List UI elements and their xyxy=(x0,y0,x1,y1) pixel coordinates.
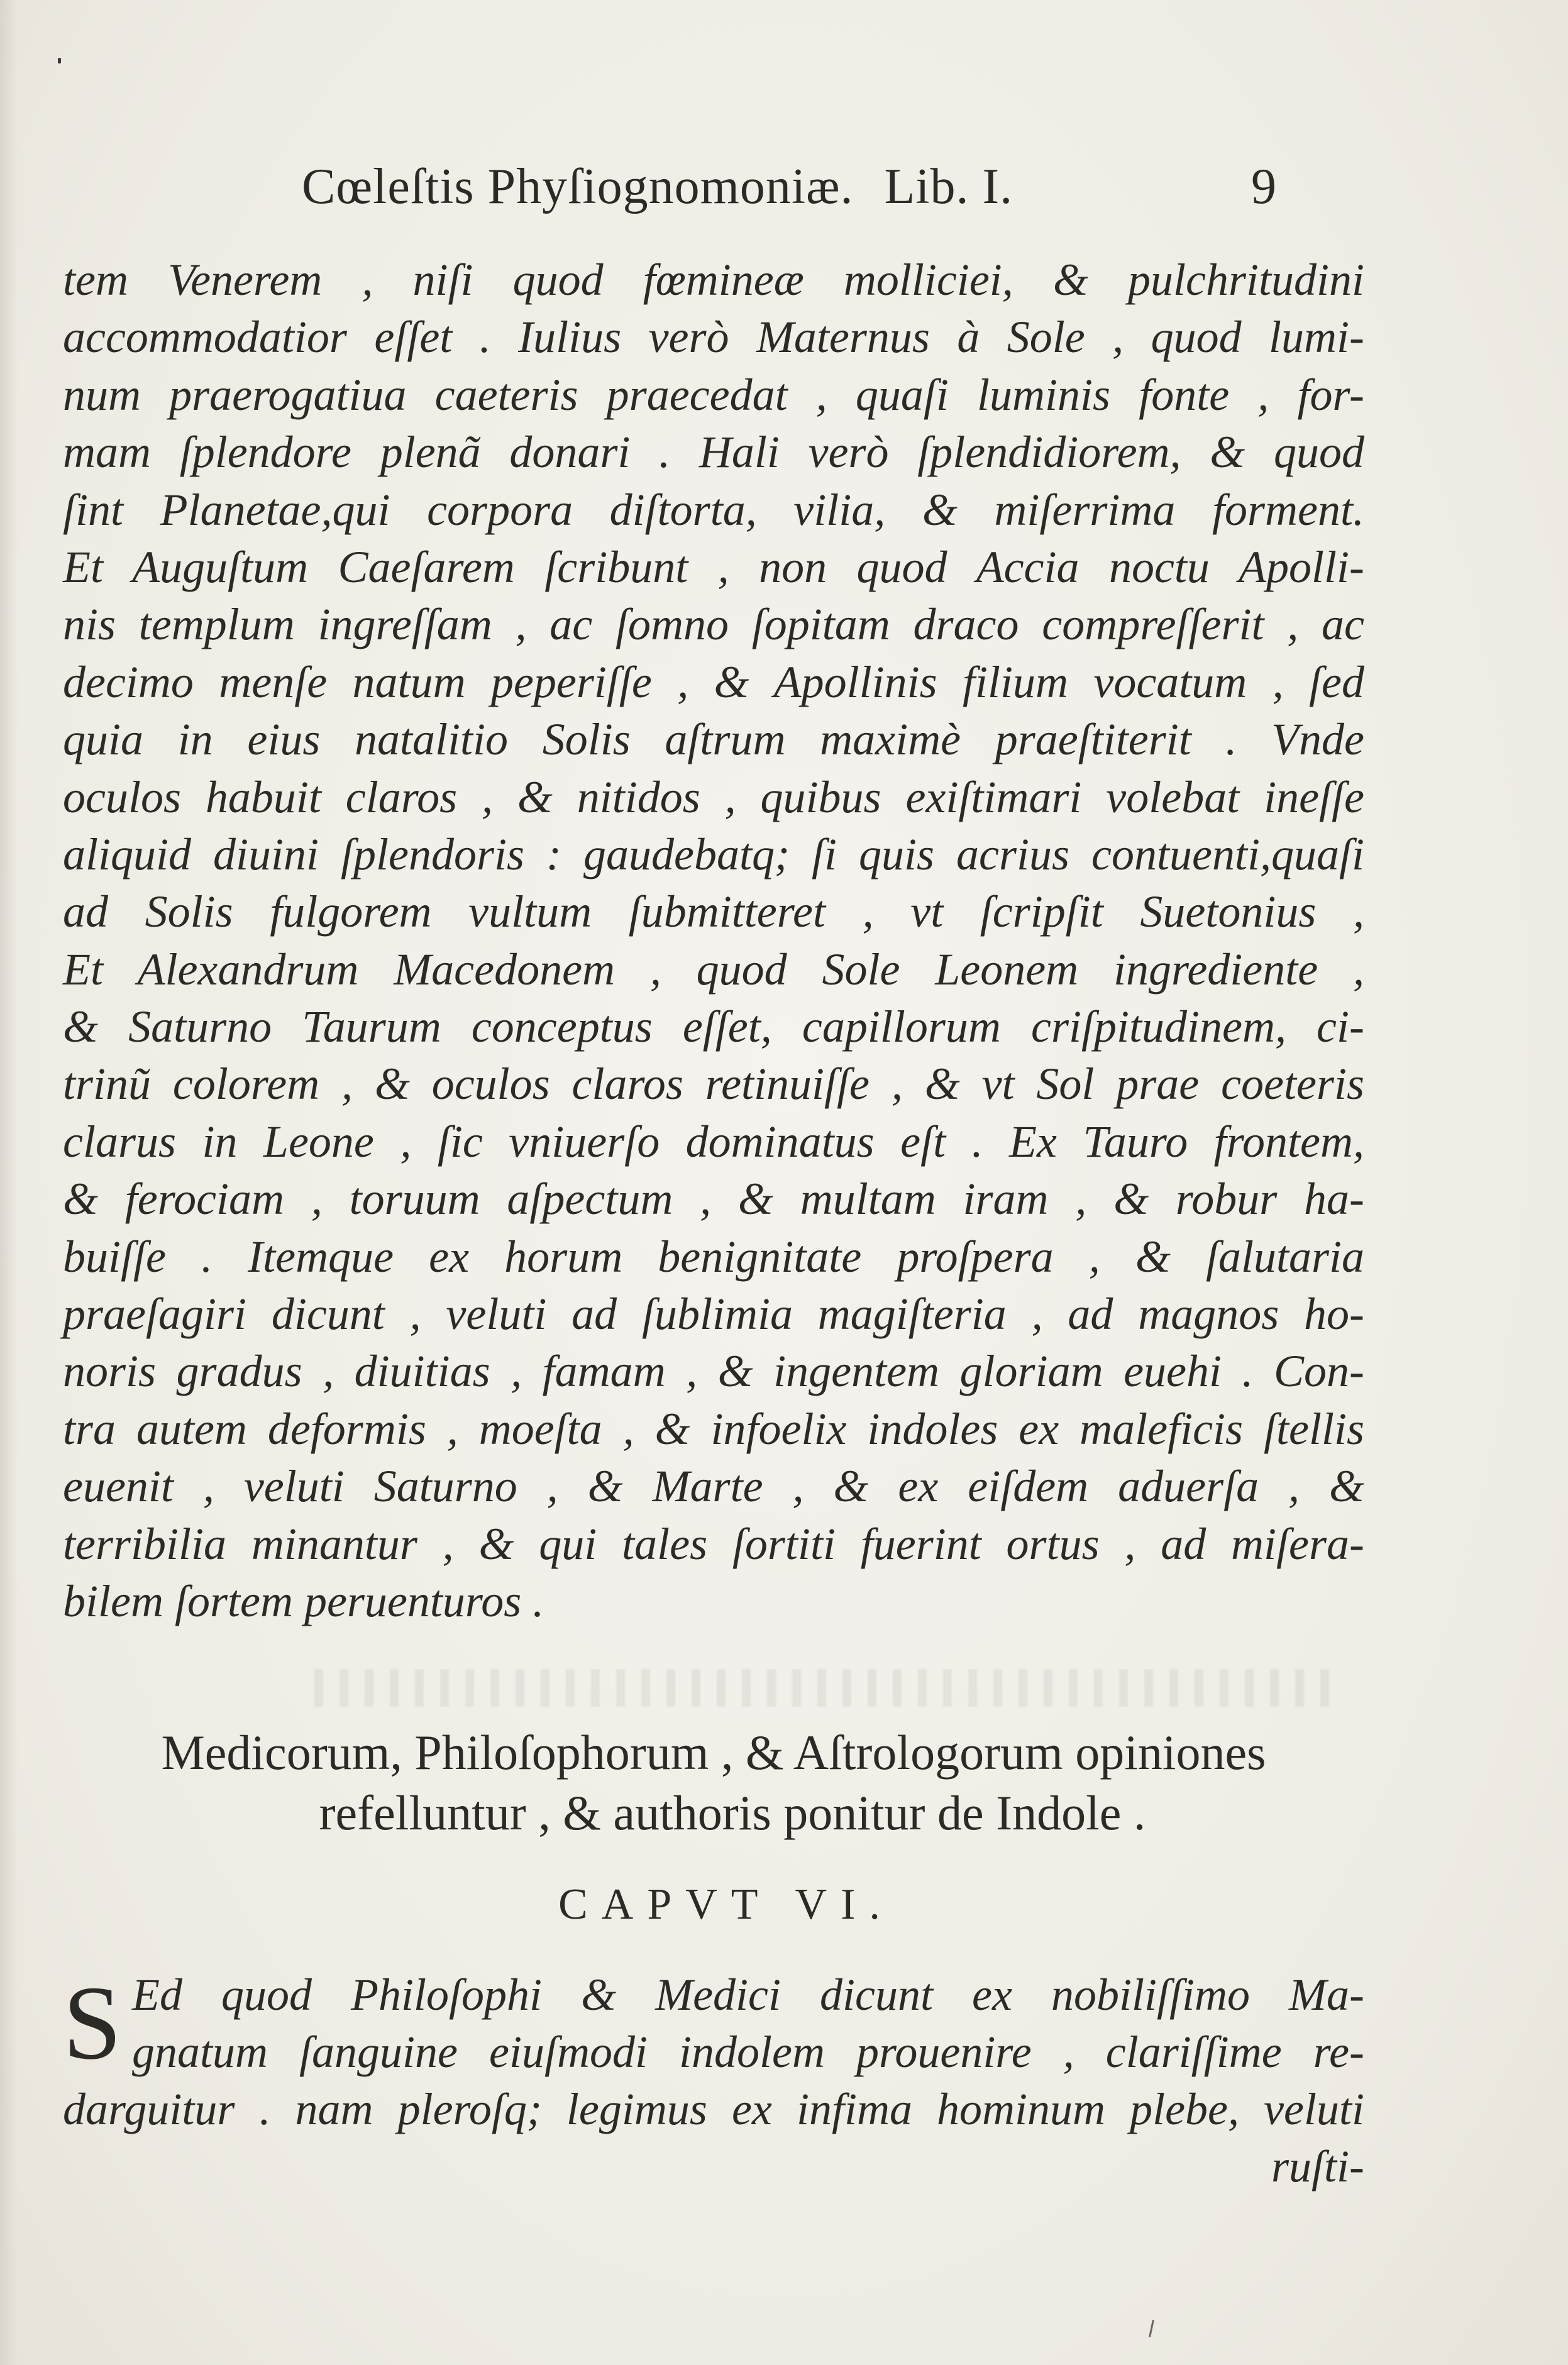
text-line: buiſſe . Itemque ex horum benignitate proſpera , & ſalutaria xyxy=(63,1231,1364,1282)
text-line: nis templum ingreſſam , ac ſomno ſopitam draco compreſſerit , ac xyxy=(63,599,1364,650)
text-line: oculos habuit claros , & nitidos , quibus exiſtimari volebat ineſſe xyxy=(63,771,1364,822)
text-line: decimo menſe natum peperiſſe , & Apollinis filium vocatum , ſed xyxy=(63,656,1364,707)
catchword: ruſti- xyxy=(1271,2141,1364,2191)
drop-cap: S xyxy=(63,1965,122,2081)
text-line: ad Solis fulgorem vultum ſubmitteret , vt ſcripſit Suetonius , xyxy=(63,886,1364,937)
text-line: Et Alexandrum Macedonem , quod Sole Leonem ingrediente , xyxy=(63,944,1364,995)
text-line: & Saturno Taurum conceptus eſſet, capillorum criſpitudinem, ci- xyxy=(63,1001,1364,1052)
body-text xyxy=(63,251,1364,1630)
text-line: clarus in Leone , ſic vniuerſo dominatus eſt . Ex Tauro frontem, xyxy=(63,1116,1364,1167)
text-line: Ed quod Philoſophi & Medici dicunt ex nobiliſſimo Ma- xyxy=(132,1970,1364,2020)
text-line: bilem ſortem peruenturos . xyxy=(63,1575,544,1626)
section-heading-line: refelluntur , & authoris ponitur de Indole . xyxy=(319,1785,1146,1840)
text-line: terribilia minantur , & qui tales ſortiti fuerint ortus , ad miſera- xyxy=(63,1518,1364,1569)
text-line: tra autem deformis , moeſta , & infoelix indoles ex maleficis ſtellis xyxy=(63,1403,1364,1454)
text-line: tem Venerem , niſi quod fœmineæ molliciei, & pulchritudini xyxy=(63,255,1364,305)
gutter-shadow xyxy=(0,0,18,2365)
text-line: euenit , veluti Saturno , & Marte , & ex eiſdem aduerſa , & xyxy=(63,1461,1364,1512)
chapter-text xyxy=(63,1966,1364,2195)
text-line: mam ſplendore plenã donari . Hali verò ſplendidiorem, & quod xyxy=(63,427,1364,478)
section-heading-line: Medicorum, Philoſophorum , & Aſtrologorum opiniones xyxy=(161,1725,1266,1780)
running-head-title: Cœleſtis Phyſiognomoniæ. xyxy=(302,159,854,214)
section-heading xyxy=(63,1723,1364,1843)
text-line: gnatum ſanguine eiuſmodi indolem prouenire , clariſſime re- xyxy=(132,2027,1364,2077)
show-through-bleed xyxy=(314,1669,1333,1707)
text-line: ſint Planetae,qui corpora diſtorta, vilia, & miſerrima forment. xyxy=(63,484,1364,535)
text-line: quia in eius natalitio Solis aſtrum maximè praeſtiterit . Vnde xyxy=(63,714,1364,765)
page-number: 9 xyxy=(1251,159,1276,214)
running-head-book: Lib. I. xyxy=(884,159,1013,214)
text-line: noris gradus , diuitias , famam , & ingentem gloriam euehi . Con- xyxy=(63,1346,1364,1397)
text-line: Et Auguſtum Caeſarem ſcribunt , non quod Accia noctu Apolli- xyxy=(63,541,1364,592)
ink-speck xyxy=(58,58,61,63)
text-line: aliquid diuini ſplendoris : gaudebatq; ſi quis acrius contuenti,quaſi xyxy=(63,829,1364,879)
text-line: trinũ colorem , & oculos claros retinuiſſe , & vt Sol prae coeteris xyxy=(63,1059,1364,1110)
text-line: accommodatior eſſet . Iulius verò Maternus à Sole , quod lumi- xyxy=(63,312,1364,363)
text-line: num praerogatiua caeteris praecedat , quaſi luminis fonte , for- xyxy=(63,369,1364,420)
text-line: & ferociam , toruum aſpectum , & multam iram , & robur ha- xyxy=(63,1174,1364,1225)
text-line: praeſagiri dicunt , veluti ad ſublimia magiſteria , ad magnos ho- xyxy=(63,1289,1364,1340)
ink-mark xyxy=(1149,2320,1154,2337)
running-head xyxy=(302,158,1088,216)
chapter-label: CAPVT VI. xyxy=(558,1880,894,1929)
text-line: darguitur . nam pleroſq; legimus ex infima hominum plebe, veluti xyxy=(63,2084,1364,2134)
